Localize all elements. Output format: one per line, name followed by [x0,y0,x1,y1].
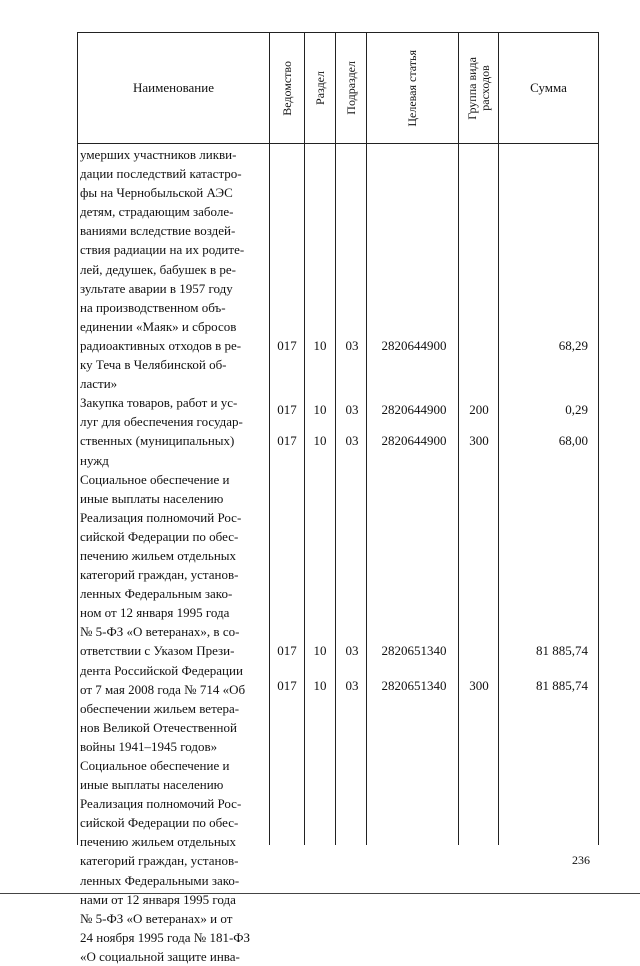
cell-expense-group: 300 [469,433,489,448]
header-amount-label: Сумма [530,80,567,95]
cell-section: 10 [313,338,327,353]
cell-expense-group: 300 [469,678,489,693]
header-ministry [270,33,304,143]
table-left-border [77,32,78,845]
cell-amount: 68,29 [558,338,588,353]
cell-ministry: 017 [277,402,297,417]
header-expense-group-label [466,57,492,120]
cell-amount: 0,29 [565,402,588,417]
cell-subsection: 03 [345,402,359,417]
cell-ministry: 017 [277,643,297,658]
column-divider [269,32,270,845]
cell-target-item: 2820651340 [381,678,447,693]
header-bottom-border [77,143,598,144]
cell-target-item: 2820644900 [381,402,447,417]
header-name [78,33,269,143]
column-divider [304,32,305,845]
cell-subsection: 03 [345,338,359,353]
header-expense-group-line1: Группа вида [464,56,479,120]
header-expense-group-line2: расходов [477,65,492,111]
page-number: 236 [572,853,590,867]
header-subsection [336,33,366,143]
cell-subsection: 03 [345,643,359,658]
header-name-label: Наименование [133,80,214,95]
cell-section: 10 [313,678,327,693]
header-target-item [367,33,458,143]
cell-ministry: 017 [277,678,297,693]
column-divider [498,32,499,845]
cell-ministry: 017 [277,433,297,448]
header-section-label: Раздел [312,71,327,105]
cell-target-item: 2820644900 [381,338,447,353]
column-divider [335,32,336,845]
table-right-border [598,32,599,845]
header-section [305,33,335,143]
name-column-text: умерших участников ликви- дации последствий катастро- фы на Чернобыльской АЭС детям, страдающим заболе- ваниями вследствие воздей- ствия радиации на их родите- лей, дедушек, бабушек в ре- зультате аварии в 1957 году на производственном объ- единении «Маяк» и сбросов радиоактивных отходов в ре- ку Теча в Челябинской об- ласти» Закупка товаров, работ и ус- луг для обеспечения государ- ственных (муниципальных) нужд Социальное обеспечение и иные выплаты населению Реализация полномочий Рос- сийской Федерации по обес- печению жильем отдельных категорий граждан, установ- ленных Федеральным зако- ном от 12 января 1995 года № 5-ФЗ «О ветеранах», в со- ответствии с Указом Прези- дента Российской Федерации от 7 мая 2008 года № 714 «Об обеспечении жильем ветера- нов Великой Отечественной войны 1941–1945 годов» Социальное обеспечение и иные выплаты населению Реализация полномочий Рос- сийской Федерации по обес- печению жильем отдельных категорий граждан, установ- ленных Федеральными зако- нами от 12 января 1995 года № 5-ФЗ «О ветеранах» и от 24 ноября 1995 года № 181-ФЗ «О социальной защите инва- [80,147,251,964]
header-amount [499,33,598,143]
header-subsection-label: Подраздел [343,61,358,115]
cell-section: 10 [313,402,327,417]
cell-ministry: 017 [277,338,297,353]
cell-subsection: 03 [345,678,359,693]
cell-target-item: 2820644900 [381,433,447,448]
cell-amount: 81 885,74 [536,643,588,658]
cell-amount: 81 885,74 [536,678,588,693]
cell-amount: 68,00 [558,433,588,448]
cell-subsection: 03 [345,433,359,448]
cell-section: 10 [313,433,327,448]
header-ministry-label: Ведомство [279,60,294,116]
bottom-rule [0,893,640,894]
cell-section: 10 [313,643,327,658]
header-expense-group [459,33,498,143]
cell-expense-group: 200 [469,402,489,417]
cell-target-item: 2820651340 [381,643,447,658]
header-target-item-label: Целевая статья [405,49,419,127]
